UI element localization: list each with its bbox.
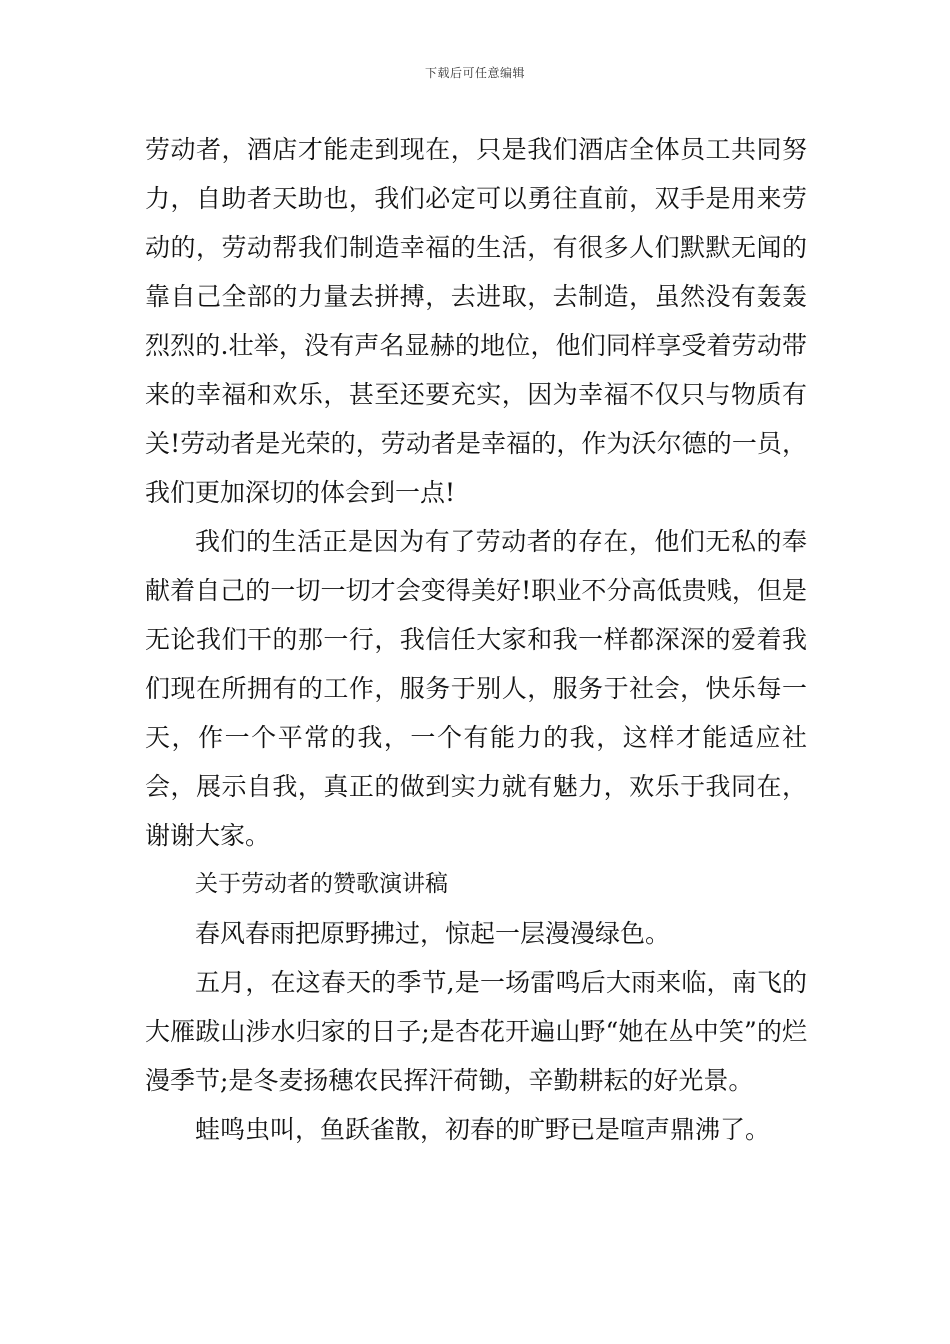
paragraph-1: 劳动者，酒店才能走到现在，只是我们酒店全体员工共同努力，自助者天助也，我们必定可以勇往直前，双手是用来劳动的，劳动帮我们制造幸福的生活，有很多人们默默无闻的靠自己全部的力量去拼搏，去进取，去制造，虽然没有轰轰烈烈的.壮举，没有声名显赫的地位，他们同样享受着劳动带来的幸福和欢乐，甚至还要充实，因为幸福不仅只与物质有关!劳动者是光荣的，劳动者是幸福的，作为沃尔德的一员，我们更加深切的体会到一点! [145, 135, 807, 507]
document-body [145, 125, 807, 1154]
paragraph-3: 春风春雨把原野拂过，惊起一层漫漫绿色。 [195, 919, 671, 948]
section-title: 关于劳动者的赞歌演讲稿 [195, 871, 448, 897]
paragraph-2: 我们的生活正是因为有了劳动者的存在，他们无私的奉献着自己的一切一切才会变得美好!职业不分高低贵贱，但是无论我们干的那一行，我信任大家和我一样都深深的爱着我们现在所拥有的工作，服务于别人，服务于社会，快乐每一天，作一个平常的我，一个有能力的我，这样才能适应社会，展示自我，真正的做到实力就有魅力，欢乐于我同在，谢谢大家。 [145, 527, 807, 850]
page-header: 下载后可任意编辑 [424, 66, 525, 80]
paragraph-4: 五月，在这春天的季节,是一场雷鸣后大雨来临，南飞的大雁跋山涉水归家的日子;是杏花开遍山野“她在丛中笑”的烂漫季节;是冬麦扬穗农民挥汗荷锄，辛勤耕耘的好光景。 [145, 968, 807, 1095]
paragraph-5: 蛙鸣虫叫，鱼跃雀散，初春的旷野已是喧声鼎沸了。 [195, 1115, 771, 1144]
